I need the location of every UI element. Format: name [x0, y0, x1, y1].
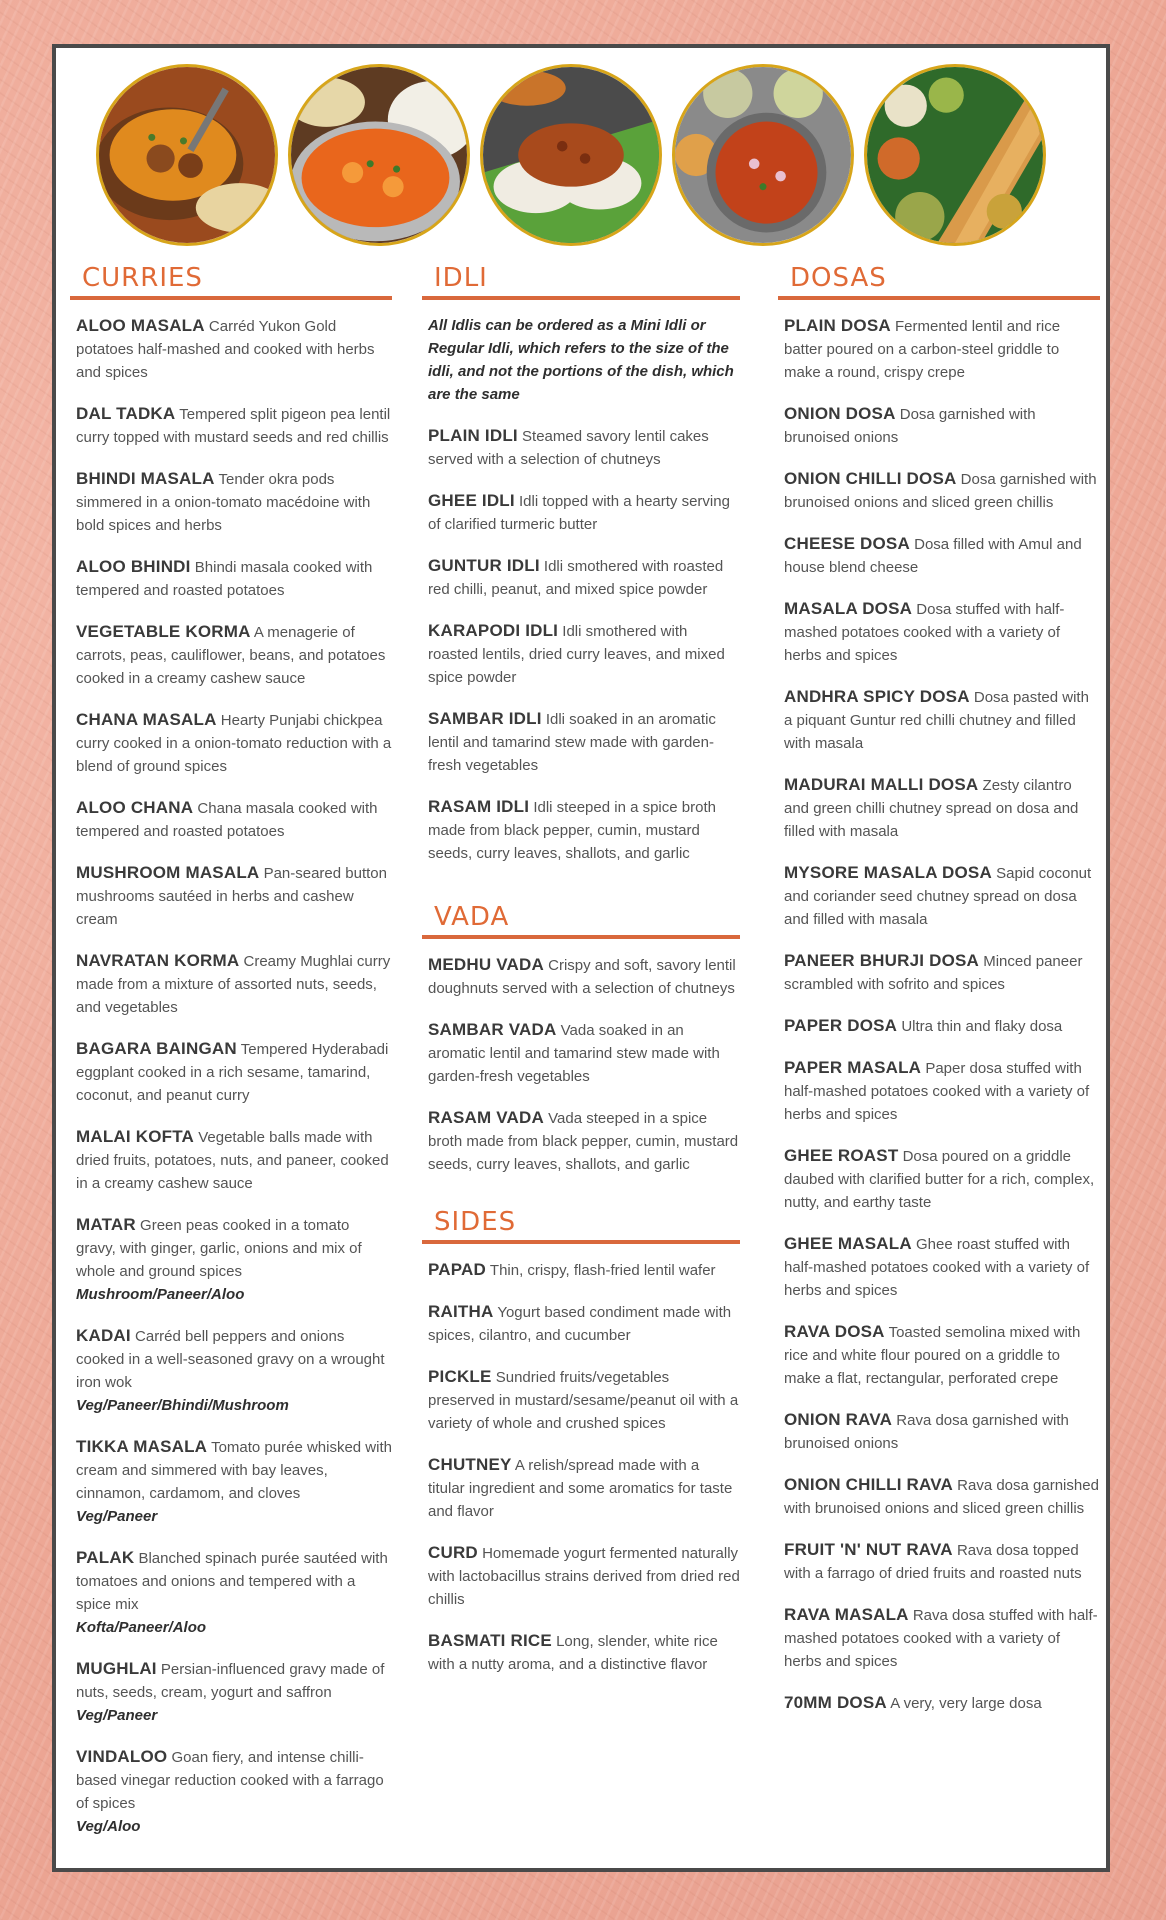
photo-curry-bowl	[96, 64, 278, 246]
menu-item	[784, 1473, 1100, 1520]
menu-item-variants: Veg/Paneer/Bhindi/Mushroom	[76, 1397, 289, 1414]
menu-item-name: DAL TADKA	[76, 404, 176, 423]
menu-item	[428, 489, 740, 536]
menu-item	[428, 1258, 740, 1282]
photo-dosa	[864, 64, 1046, 246]
section-rule	[778, 296, 1100, 300]
menu-item-description: Creamy Mughlai curry made from a mixture of assorted nuts, seeds, and vegetables	[76, 953, 391, 1016]
idli-note: All Idlis can be ordered as a Mini Idli or Regular Idli, which refers to the size of the idli, and not the portions of the dish, which are the same	[428, 317, 734, 403]
menu-item-name: RAVA MASALA	[784, 1605, 909, 1624]
menu-item	[428, 795, 740, 865]
section-rule	[422, 1240, 740, 1244]
menu-item-name: PLAIN IDLI	[428, 426, 518, 445]
menu-item-description: Crispy and soft, savory lentil doughnuts served with a selection of chutneys	[428, 957, 736, 997]
menu-item	[784, 597, 1100, 667]
menu-item	[784, 949, 1100, 996]
menu-item-description: Ultra thin and flaky dosa	[901, 1018, 1063, 1035]
section-heading-dosas: DOSAS	[790, 263, 887, 293]
menu-item-description: Idli steeped in a spice broth made from black pepper, cumin, mustard seeds, curry leaves, shallots, and garlic	[428, 799, 716, 862]
menu-item-name: BASMATI RICE	[428, 1631, 552, 1650]
menu-item-name: GHEE ROAST	[784, 1146, 899, 1165]
menu-item-description: A relish/spread made with a titular ingredient and some aromatics for taste and flavor	[428, 1457, 733, 1520]
menu-item-description: Idli topped with a hearty serving of clarified turmeric butter	[428, 493, 730, 533]
menu-item-name: VINDALOO	[76, 1747, 168, 1766]
menu-item	[76, 402, 392, 449]
section-rule	[422, 296, 740, 300]
menu-item-name: SAMBAR VADA	[428, 1020, 557, 1039]
section-rule	[70, 296, 392, 300]
menu-item-description: Vegetable balls made with dried fruits, potatoes, nuts, and paneer, cooked in a creamy cashew sauce	[76, 1129, 389, 1192]
photo-strip	[96, 64, 1076, 250]
column-curries	[70, 260, 392, 1856]
menu-item	[784, 861, 1100, 931]
menu-item-description: Dosa stuffed with half-mashed potatoes cooked with a variety of herbs and spices	[784, 601, 1065, 664]
menu-item-name: KADAI	[76, 1326, 131, 1345]
menu-item-name: RASAM IDLI	[428, 797, 530, 816]
menu-item-variants: Veg/Paneer	[76, 1707, 158, 1724]
menu-item-name: PICKLE	[428, 1367, 492, 1386]
menu-item-description: Tender okra pods simmered in a onion-tomato macédoine with bold spices and herbs	[76, 471, 371, 534]
dosas-list	[778, 314, 1100, 1715]
menu-item	[76, 1546, 392, 1639]
menu-item-description: Idli soaked in an aromatic lentil and tamarind stew made with garden-fresh vegetables	[428, 711, 716, 774]
menu-item-description: Rava dosa topped with a farrago of dried fruits and roasted nuts	[784, 1542, 1082, 1582]
sides-list	[422, 1258, 740, 1676]
section-sides	[422, 1204, 740, 1676]
menu-item-name: GHEE IDLI	[428, 491, 515, 510]
menu-item-description: Vada soaked in an aromatic lentil and tamarind stew made with garden-fresh vegetables	[428, 1022, 720, 1085]
menu-item-name: TIKKA MASALA	[76, 1437, 208, 1456]
menu-item-name: GHEE MASALA	[784, 1234, 912, 1253]
menu-item-name: FRUIT 'N' NUT RAVA	[784, 1540, 953, 1559]
menu-item	[784, 532, 1100, 579]
column-dosas	[778, 260, 1100, 1733]
menu-item	[784, 1538, 1100, 1585]
menu-item-description: Dosa garnished with brunoised onions and sliced green chillis	[784, 471, 1097, 511]
menu-item-description: Toasted semolina mixed with rice and white flour poured on a griddle to make a flat, rectangular, perforated crepe	[784, 1324, 1081, 1387]
menu-item-description: Carréd Yukon Gold potatoes half-mashed and cooked with herbs and spices	[76, 318, 375, 381]
section-heading-idli: IDLI	[434, 263, 488, 293]
section-heading-sides: SIDES	[434, 1207, 517, 1237]
menu-item	[428, 1453, 740, 1523]
menu-item-description: Sundried fruits/vegetables preserved in mustard/sesame/peanut oil with a variety of whole and crushed spices	[428, 1369, 739, 1432]
menu-item-name: PAPER DOSA	[784, 1016, 898, 1035]
menu-item	[428, 1629, 740, 1676]
menu-item-name: VEGETABLE KORMA	[76, 622, 251, 641]
menu-item	[784, 1320, 1100, 1390]
menu-item-name: PANEER BHURJI DOSA	[784, 951, 980, 970]
menu-card	[52, 44, 1110, 1872]
menu-item-name: RAVA DOSA	[784, 1322, 885, 1341]
menu-item-name: ONION CHILLI DOSA	[784, 469, 957, 488]
menu-item	[428, 554, 740, 601]
menu-item-description: Homemade yogurt fermented naturally with lactobacillus strains derived from dried red chillis	[428, 1545, 740, 1608]
menu-item-description: Yogurt based condiment made with spices, cilantro, and cucumber	[428, 1304, 732, 1344]
menu-item-variants: Veg/Paneer	[76, 1508, 158, 1525]
menu-item-description: Tomato purée whisked with cream and simmered with bay leaves, cinnamon, cardamom, and cloves	[76, 1439, 392, 1502]
section-heading-vada: VADA	[434, 902, 510, 932]
menu-item-description: Rava dosa stuffed with half-mashed potatoes cooked with a variety of herbs and spices	[784, 1607, 1098, 1670]
menu-item	[76, 1037, 392, 1107]
menu-item	[428, 953, 740, 1000]
menu-item-name: ALOO BHINDI	[76, 557, 191, 576]
menu-item-description: Ghee roast stuffed with half-mashed potatoes cooked with a variety of herbs and spices	[784, 1236, 1090, 1299]
menu-item	[76, 1435, 392, 1528]
photo-thali	[672, 64, 854, 246]
menu-item-name: BHINDI MASALA	[76, 469, 215, 488]
menu-item-description: Goan fiery, and intense chilli-based vinegar reduction cooked with a farrago of spices	[76, 1749, 384, 1812]
menu-item	[76, 949, 392, 1019]
menu-item-name: MYSORE MASALA DOSA	[784, 863, 992, 882]
menu-item-variants: Veg/Aloo	[76, 1818, 141, 1835]
menu-item	[784, 1232, 1100, 1302]
photo-orange-curry	[288, 64, 470, 246]
menu-item-name: ONION CHILLI RAVA	[784, 1475, 953, 1494]
menu-item-name: MUGHLAI	[76, 1659, 157, 1678]
menu-item	[428, 1300, 740, 1347]
menu-item-description: Persian-influenced gravy made of nuts, seeds, cream, yogurt and saffron	[76, 1661, 385, 1701]
menu-item-description: Rava dosa garnished with brunoised onions and sliced green chillis	[784, 1477, 1099, 1517]
menu-item-description: Hearty Punjabi chickpea curry cooked in a onion-tomato reduction with a blend of ground spices	[76, 712, 392, 775]
menu-item-name: SAMBAR IDLI	[428, 709, 542, 728]
menu-item	[784, 685, 1100, 755]
menu-item-description: Dosa filled with Amul and house blend cheese	[784, 536, 1082, 576]
menu-item	[428, 707, 740, 777]
menu-item-name: CHUTNEY	[428, 1455, 512, 1474]
menu-item-description: A menagerie of carrots, peas, cauliflower, beans, and potatoes cooked in a creamy cashew sauce	[76, 624, 386, 687]
section-curries	[70, 260, 392, 1838]
menu-item	[76, 620, 392, 690]
menu-item	[784, 467, 1100, 514]
menu-item-description: Vada steeped in a spice broth made from black pepper, cumin, mustard seeds, curry leaves, shallots, and garlic	[428, 1110, 739, 1173]
menu-item-name: MADURAI MALLI DOSA	[784, 775, 979, 794]
menu-item-description: Blanched spinach purée sautéed with tomatoes and onions and tempered with a spice mix	[76, 1550, 388, 1613]
menu-item-name: PLAIN DOSA	[784, 316, 891, 335]
menu-item	[784, 1144, 1100, 1214]
menu-item-name: RAITHA	[428, 1302, 494, 1321]
menu-item	[428, 1541, 740, 1611]
menu-item-name: PAPAD	[428, 1260, 486, 1279]
menu-item-description: Pan-seared button mushrooms sautéed in herbs and cashew cream	[76, 865, 387, 928]
menu-item	[76, 1125, 392, 1195]
menu-item	[76, 314, 392, 384]
menu-item	[784, 314, 1100, 384]
menu-item-name: 70MM DOSA	[784, 1693, 887, 1712]
menu-item-description: Minced paneer scrambled with sofrito and spices	[784, 953, 1083, 993]
menu-item-name: KARAPODI IDLI	[428, 621, 559, 640]
menu-item	[76, 1213, 392, 1306]
menu-item-name: CHANA MASALA	[76, 710, 217, 729]
menu-item	[76, 467, 392, 537]
menu-item	[784, 773, 1100, 843]
menu-item-variants: Mushroom/Paneer/Aloo	[76, 1286, 245, 1303]
menu-item-description: Bhindi masala cooked with tempered and roasted potatoes	[76, 559, 373, 599]
menu-item-description: Dosa poured on a griddle daubed with clarified butter for a rich, complex, nutty, and earthy taste	[784, 1148, 1095, 1211]
menu-item	[784, 1056, 1100, 1126]
menu-item-name: MUSHROOM MASALA	[76, 863, 260, 882]
menu-item-name: RASAM VADA	[428, 1108, 544, 1127]
menu-item-name: ANDHRA SPICY DOSA	[784, 687, 970, 706]
section-dosas	[778, 260, 1100, 1715]
section-rule	[422, 935, 740, 939]
menu-item	[428, 619, 740, 689]
menu-item	[76, 861, 392, 931]
menu-item-name: NAVRATAN KORMA	[76, 951, 240, 970]
menu-item-description: Carréd bell peppers and onions cooked in a well-seasoned gravy on a wrought iron wok	[76, 1328, 385, 1391]
menu-item-description: Green peas cooked in a tomato gravy, with ginger, garlic, onions and mix of whole and ground spices	[76, 1217, 362, 1280]
menu-item-variants: Kofta/Paneer/Aloo	[76, 1619, 207, 1636]
menu-item-description: A very, very large dosa	[890, 1695, 1042, 1712]
menu-item	[784, 1691, 1100, 1715]
menu-item-description: Long, slender, white rice with a nutty aroma, and a distinctive flavor	[428, 1633, 718, 1673]
menu-item	[428, 1018, 740, 1088]
menu-item-name: GUNTUR IDLI	[428, 556, 540, 575]
menu-item-name: ONION RAVA	[784, 1410, 893, 1429]
photo-idli	[480, 64, 662, 246]
menu-item	[76, 708, 392, 778]
menu-item	[76, 1657, 392, 1727]
menu-item	[784, 1014, 1100, 1038]
menu-item-description: Chana masala cooked with tempered and roasted potatoes	[76, 800, 378, 840]
menu-item-description: Idli smothered with roasted lentils, dried curry leaves, and mixed spice powder	[428, 623, 725, 686]
menu-item-description: Rava dosa garnished with brunoised onions	[784, 1412, 1069, 1452]
menu-item-description: Thin, crispy, flash-fried lentil wafer	[489, 1262, 716, 1279]
menu-item-name: PAPER MASALA	[784, 1058, 922, 1077]
section-vada	[422, 899, 740, 1176]
column-idli-vada-sides	[422, 260, 740, 1694]
vada-list	[422, 953, 740, 1176]
menu-item	[784, 1603, 1100, 1673]
menu-item-name: ONION DOSA	[784, 404, 896, 423]
menu-item-name: MEDHU VADA	[428, 955, 544, 974]
menu-item-description: Zesty cilantro and green chilli chutney spread on dosa and filled with masala	[784, 777, 1079, 840]
menu-item	[76, 1745, 392, 1838]
idli-list	[422, 424, 740, 865]
section-heading-curries: CURRIES	[82, 263, 203, 293]
menu-item-description: Paper dosa stuffed with half-mashed potatoes cooked with a variety of herbs and spices	[784, 1060, 1090, 1123]
menu-item	[76, 555, 392, 602]
menu-item-description: Tempered Hyderabadi eggplant cooked in a rich sesame, tamarind, coconut, and peanut curry	[76, 1041, 389, 1104]
menu-item-description: Tempered split pigeon pea lentil curry topped with mustard seeds and red chillis	[76, 406, 391, 446]
menu-item-name: MASALA DOSA	[784, 599, 913, 618]
menu-item	[428, 1365, 740, 1435]
menu-item-description: Idli smothered with roasted red chilli, peanut, and mixed spice powder	[428, 558, 724, 598]
menu-item	[76, 796, 392, 843]
menu-item-name: CHEESE DOSA	[784, 534, 910, 553]
menu-item	[76, 1324, 392, 1417]
menu-item-description: Dosa pasted with a piquant Guntur red chilli chutney and filled with masala	[784, 689, 1089, 752]
menu-item-name: PALAK	[76, 1548, 135, 1567]
menu-item-name: MALAI KOFTA	[76, 1127, 195, 1146]
menu-item-name: BAGARA BAINGAN	[76, 1039, 237, 1058]
menu-item-name: ALOO MASALA	[76, 316, 205, 335]
menu-item	[428, 1106, 740, 1176]
menu-item-description: Sapid coconut and coriander seed chutney spread on dosa and filled with masala	[784, 865, 1092, 928]
menu-item-name: MATAR	[76, 1215, 136, 1234]
menu-item-description: Steamed savory lentil cakes served with a selection of chutneys	[428, 428, 709, 468]
menu-item	[784, 402, 1100, 449]
menu-item-name: ALOO CHANA	[76, 798, 194, 817]
menu-item-description: Dosa garnished with brunoised onions	[784, 406, 1036, 446]
section-idli	[422, 260, 740, 865]
menu-item-name: CURD	[428, 1543, 478, 1562]
menu-item-description: Fermented lentil and rice batter poured on a carbon-steel griddle to make a round, crispy crepe	[784, 318, 1061, 381]
menu-item	[784, 1408, 1100, 1455]
curries-list	[70, 314, 392, 1838]
menu-item	[428, 424, 740, 471]
